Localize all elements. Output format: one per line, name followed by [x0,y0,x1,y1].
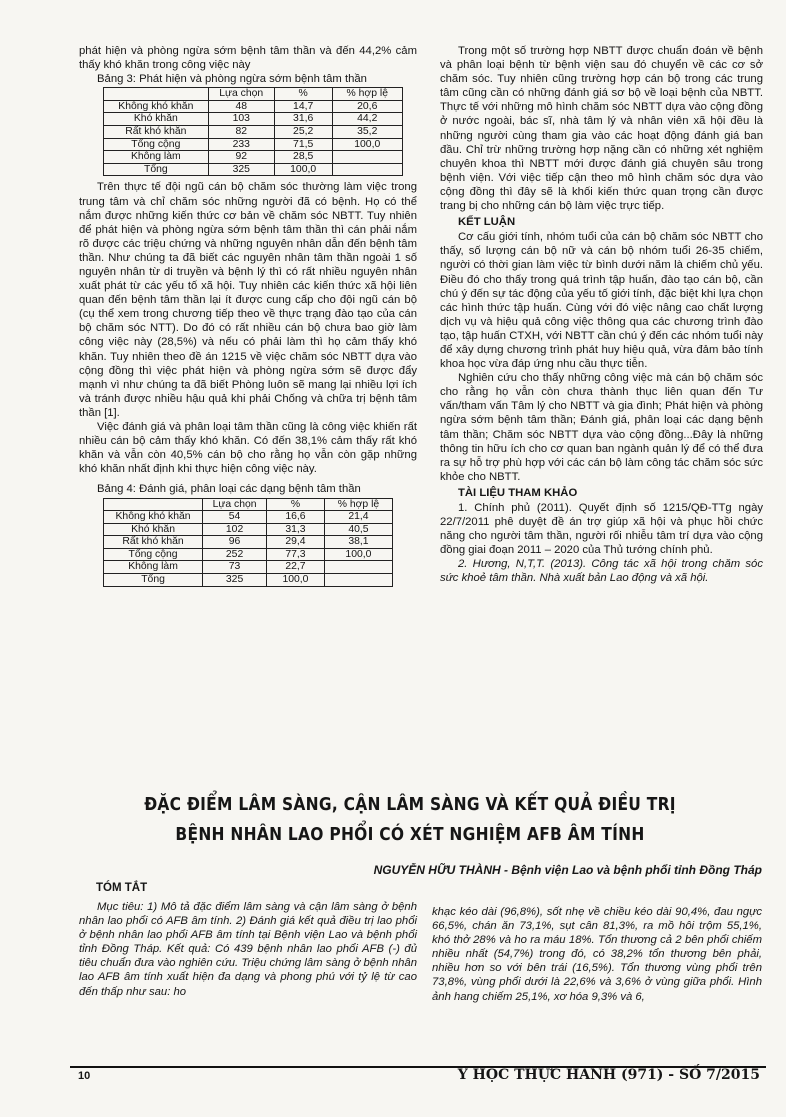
right-column [440,44,763,586]
conclusion-para-1: Cơ cấu giới tính, nhóm tuổi của cán bộ chăm sóc NBTT cho thấy, số lượng cán bộ nữ và cán bộ nhóm tuổi 26-35 chiếm, người có thời gian làm việc từ bình dưới năm là chiếm chủ yếu. Điều đó cho thấy trong quá trình tập huấn, đào tạo cán bộ, cần chú ý đến sự tác động của yếu tố giới tính, đặc biệt khi lựa chọn các hình thức tập huấn. Cùng với đó việc nâng cao chất lượng dịch vụ và hiệu quả công việc thông qua các chương trình đào tạo, tập huấn CTXH, với NBTT cần chú ý đến các nhóm tuổi này để xây dựng chương trình phát huy hiệu quả, vừa đảm bảo tính khoa học vừa đáp ứng nhu cầu thực tiễn. [440,231,763,371]
table-cell: 71,5 [274,138,332,151]
table-cell [324,561,392,574]
table-cell [332,151,403,164]
table-row [104,574,393,587]
page-number: 10 [78,1070,91,1082]
table3-body [104,88,403,176]
reference-1: 1. Chính phủ (2011). Quyết định số 1215/QĐ-TTg ngày 22/7/2011 phê duyệt đề án trợ giúp xã hội và phục hồi chức năng cho người tâm thần, người rối nhiễu tâm trí dựa vào cộng đồng giai đoạn 2011 – 2020 của Thủ tướng chính phủ. [440,502,763,557]
table-cell: 100,0 [274,163,332,176]
abstract-left [79,900,417,999]
table-row [104,163,403,176]
abstract-right [432,905,762,1004]
table-header-row [104,498,393,511]
table-cell: 325 [208,163,274,176]
table3 [103,87,403,176]
reference-2: 2. Hương, N,T,T. (2013). Công tác xã hội trong chăm sóc sức khoẻ tâm thần. Nhà xuất bản Lao động và xã hội. [440,558,763,585]
table-row [104,523,393,536]
table3-caption: Bảng 3: Phát hiện và phòng ngừa sớm bệnh tâm thần [97,73,367,86]
table-cell: 20,6 [332,100,403,113]
table-cell: 100,0 [267,574,325,587]
table-cell: 100,0 [324,548,392,561]
article-author: NGUYỄN HỮU THÀNH - Bệnh viện Lao và bệnh phổi tỉnh Đồng Tháp [373,863,762,877]
table4-caption: Bảng 4: Đánh giá, phân loại các dạng bệnh tâm thần [97,483,361,496]
abstract-right-text: khạc kéo dài (96,8%), sốt nhẹ về chiều kéo dài 90,4%, đau ngực 66,5%, chán ăn 73,1%, sụt cân 81,3%, ra mồ hôi trộm 55,1%, khó thở 28% và ho ra máu 18%. Tổn thương cả 2 bên phổi chiếm nhiều nhất (54,7%) trong đó, có 38,2% tổn thương bên phải, nhiều hơn so với bên trái (16,5%). Tổn thương vùng phổi trên 73,8%, vùng phổi dưới là 22,6% và 3,6% ở vùng giữa phổi. Hình ảnh hang chiếm 25,1%, xơ hóa 9,3% và 6, [432,906,762,1003]
table-row [104,113,403,126]
table-cell: % hợp lệ [332,88,403,101]
table-cell: 38,1 [324,536,392,549]
table-row [104,536,393,549]
table-cell: 325 [203,574,267,587]
table-cell: 31,6 [274,113,332,126]
article-title [143,790,676,850]
table-cell: % [274,88,332,101]
abstract-heading: TÓM TẮT [96,882,148,894]
table-cell: 40,5 [324,523,392,536]
table-cell: 73 [203,561,267,574]
abstract-left-text: Mục tiêu: 1) Mô tả đặc điểm lâm sàng và cận lâm sàng ở bệnh nhân lao phổi có AFB âm tính. 2) Đánh giá kết quả điều trị lao phổi ở bệnh nhân lao phổi AFB âm tính tại Bệnh viện Lao và bệnh phổi tỉnh Đồng Tháp. Kết quả: Có 439 bệnh nhân lao phổi AFB (-) đủ tiêu chuẩn đưa vào nghiên cứu. Triệu chứng lâm sàng ở bệnh nhân lao AFB âm tính xuất hiện đa dạng và phong phú với tỷ lệ từ cao đến thấp như sau: ho [79,901,417,998]
table-cell: Lựa chọn [203,498,267,511]
table-row [104,100,403,113]
table-cell: 14,7 [274,100,332,113]
table-cell: 35,2 [332,126,403,139]
table-cell: 29,4 [267,536,325,549]
table-cell: 44,2 [332,113,403,126]
table-cell: 25,2 [274,126,332,139]
table-row-label: Tổng [104,163,209,176]
table-cell: % [267,498,325,511]
table-cell [332,163,403,176]
intro-text: phát hiện và phòng ngừa sớm bệnh tâm thần và đến 44,2% cảm thấy khó khăn trong công việc này [79,45,417,72]
table-row-label [104,88,209,101]
references-heading: TÀI LIỆU THAM KHẢO [458,486,578,499]
conclusion-para-2: Nghiên cứu cho thấy những công việc mà cán bộ chăm sóc cho rằng họ vẫn còn chưa thành thục liên quan đến Tư vấn/tham vấn Tâm lý cho NBTT và gia đình; Phát hiện và phòng ngừa sớm bệnh tâm thần; Đánh giá, phân loại các dạng bệnh tâm thần; Chăm sóc NBTT dựa vào cộng đồng...Đây là những thông tin hữu ích cho cơ quan ban ngành quản lý để có thể đưa ra sự hỗ trợ phù hợp với các cán bộ làm công tác chăm sóc sức khỏe cho NBTT. [440,372,763,483]
table-cell: 100,0 [332,138,403,151]
table-cell: 77,3 [267,548,325,561]
table-row [104,561,393,574]
table-cell: % hợp lệ [324,498,392,511]
table-row [104,151,403,164]
table-row-label: Rất khó khăn [104,126,209,139]
table-header-row [104,88,403,101]
table-row-label: Không khó khăn [104,100,209,113]
table-cell: 252 [203,548,267,561]
table-row-label: Không làm [104,561,203,574]
table-row-label [104,498,203,511]
table4-body [104,498,393,586]
table-cell: 48 [208,100,274,113]
table-row-label: Khó khăn [104,523,203,536]
table-row [104,138,403,151]
table-row-label: Tổng cộng [104,548,203,561]
table-cell: Lựa chọn [208,88,274,101]
table-row-label: Không làm [104,151,209,164]
table-cell: 102 [203,523,267,536]
table-cell: 54 [203,511,267,524]
table-cell: 92 [208,151,274,164]
left-para-2: Việc đánh giá và phân loại tâm thần cũng là công việc khiến rất nhiều cán bộ cảm thấy khó khăn. Có đến 38,1% cảm thấy rất khó khăn và vẫn còn 40,5% cán bộ cho rằng họ vẫn còn gặp những khó khăn nhất định khi thực hiện công việc này. [79,421,417,476]
table-cell: 21,4 [324,511,392,524]
table-row-label: Khó khăn [104,113,209,126]
table-cell: 103 [208,113,274,126]
table-row-label: Không khó khăn [104,511,203,524]
journal-name: Y HỌC THỰC HÀNH (971) - SỐ 7/2015 [457,1067,760,1083]
table-row [104,548,393,561]
table-cell: 82 [208,126,274,139]
table-cell: 31,3 [267,523,325,536]
table-cell: 28,5 [274,151,332,164]
left-column [79,44,417,591]
table-cell: 96 [203,536,267,549]
table-row-label: Tổng [104,574,203,587]
left-para-1: Trên thực tế đội ngũ cán bộ chăm sóc thường làm việc trong trung tâm và chỉ chăm sóc những người đã có bệnh. Họ có thể nắm được những kiến thức cơ bản về chăm sóc NBTT. Tuy nhiên để phát hiện và phòng ngừa sớm bệnh tâm thần thì cán phải nắm rõ được các triệu chứng và những nguyên nhân dẫn đến bệnh tâm thần. Như chúng ta đã biết các nguyên nhân tâm thần ngoài 1 số nguyên nhân từ di truyền và bệnh lý thì có rất nhiều nguyên nhân xuất phát từ các yếu tố xã hội. Tuy nhiên các kiến thức xã hội liên quan đến bệnh tâm thần lại ít được cung cấp cho đội ngũ cán bộ (cụ thể xem trong chương tiếp theo về thực trạng đào tạo của cán bộ chăm sóc NTT). Do đó có rất nhiều cán bộ chưa bao giờ làm công việc này (28,5%) và nếu có phải làm thì họ cảm thấy khó khăn. Tuy nhiên theo đề án 1215 về việc chăm sóc NBTT dựa vào cộng đồng thì việc phát hiện và phòng ngừa sớm sẽ được đẩy mạnh vì như chúng ta đã biết Phòng luôn sẽ mang lại nhiều lợi ích và tránh được nhiều hậu quả khi phải Chống và chữa trị bệnh tâm thần [1]. [79,181,417,419]
table-row-label: Tổng cộng [104,138,209,151]
table-cell: 16,6 [267,511,325,524]
article-title-line-1: ĐẶC ĐIỂM LÂM SÀNG, CẬN LÂM SÀNG VÀ KẾT QUẢ ĐIỀU TRỊ [144,794,676,815]
conclusion-heading: KẾT LUẬN [458,216,516,229]
article-title-line-2: BỆNH NHÂN LAO PHỔI CÓ XÉT NGHIỆM AFB ÂM TÍNH [175,824,645,845]
table-row [104,511,393,524]
right-para-1: Trong một số trường hợp NBTT được chuẩn đoán về bệnh và phân loại bệnh từ bệnh viện sau đó chuyển về các cơ sở chăm sóc. Tuy nhiên cũng trường hợp cán bộ trong các trung tâm cũng cần có những đánh giá sơ bộ về loại bệnh của NBTT. Thực tế với những mô hình chăm sóc NBTT dựa vào cộng đồng ở nước ngoài, bác sĩ, nhà tâm lý và nhân viên xã hội đều là những người cùng tham gia vào các hoạt động đánh giá ban đầu. Chỉ trừ những trường hợp nặng cần có những xét nghiệm chuyên khoa thì NBTT mới được đánh giá chuyên sâu trong bệnh viện. Với việc tiếp cận theo mô hình chăm sóc dựa vào cộng đồng thì đây sẽ là khối kiến thức quan trọng cần được trang bị cho những cán bộ làm việc trực tiếp. [440,45,763,213]
table-cell: 22,7 [267,561,325,574]
table-cell: 233 [208,138,274,151]
table4 [103,498,393,587]
table-row-label: Rất khó khăn [104,536,203,549]
table-cell [324,574,392,587]
table-row [104,126,403,139]
